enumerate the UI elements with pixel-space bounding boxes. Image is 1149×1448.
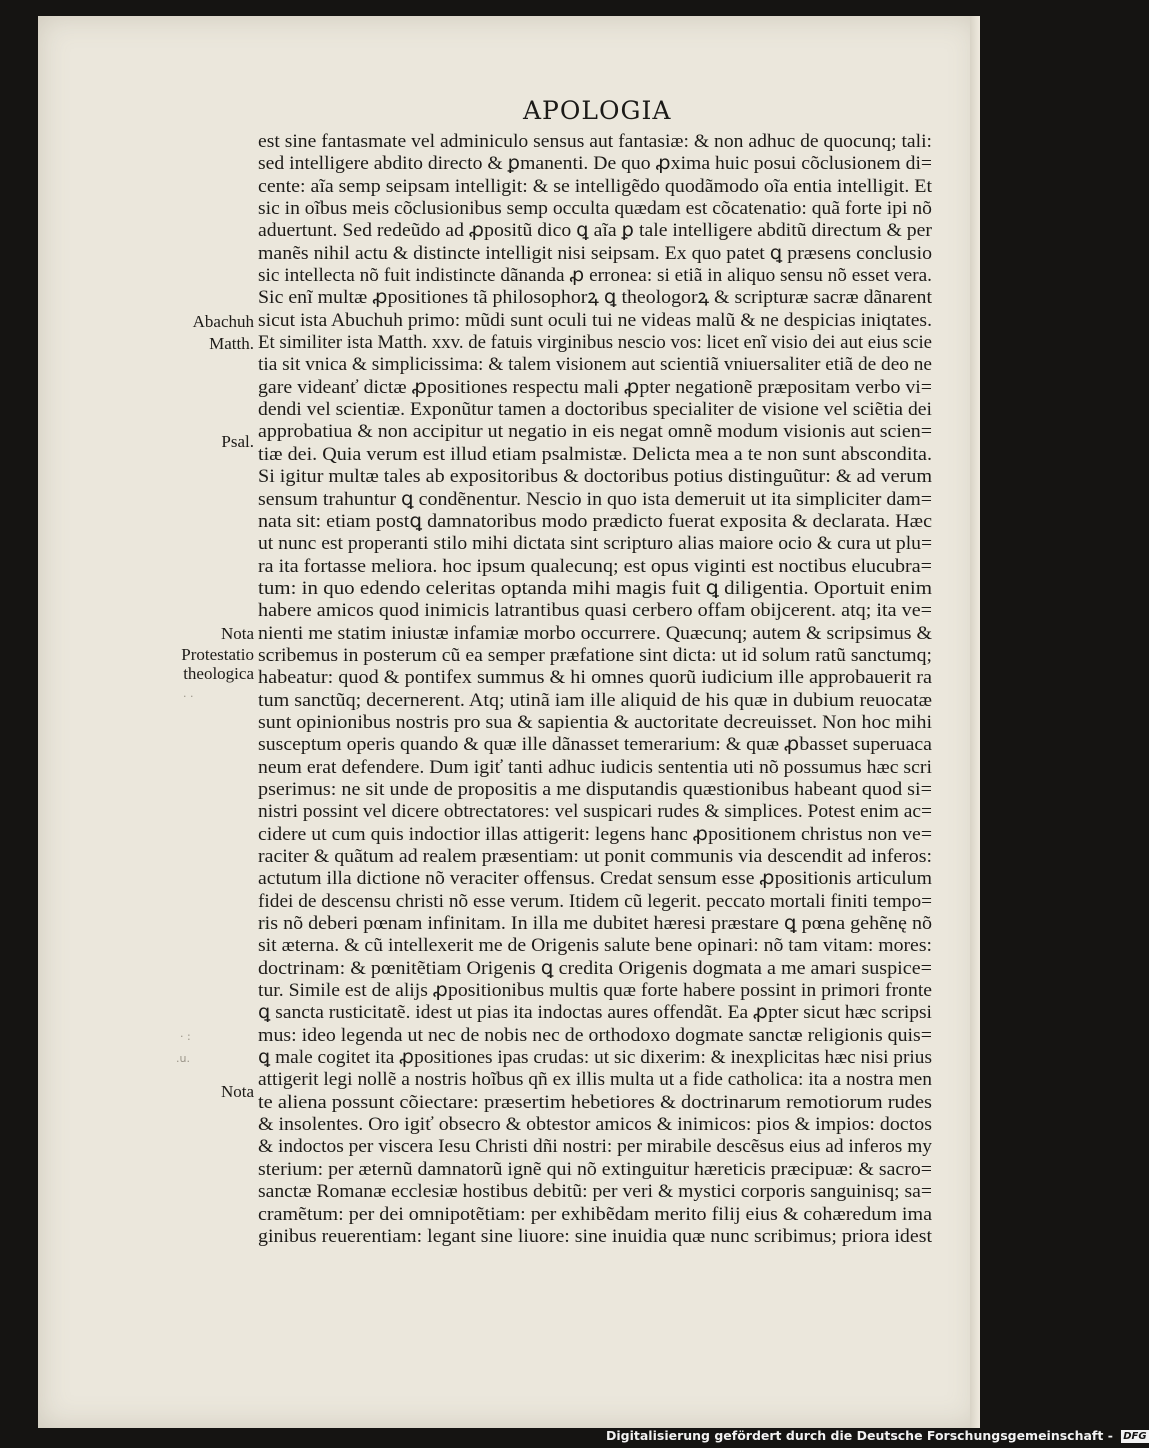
- text-line: sed intelligere abdito directo & ꝑmanenti. De quo ꝓxima huic posui cõclusionem di=: [258, 153, 933, 175]
- text-line: tia sit vnica & simplicissima: & talem visionem aut scientiã vniuersaliter etiã de deo ne: [258, 354, 933, 376]
- text-line: ꝗ sancta rusticitatẽ. idest ut pias ita indoctas aures offendãt. Ea ꝓpter sicut hæc scripsi: [258, 1002, 932, 1024]
- margin-note-nota-2: Nota: [220, 1082, 254, 1101]
- text-line: pserimus: ne sit unde de propositis a me disputandis quæstionibus habeant quod si=: [258, 778, 932, 800]
- text-line: sanctæ Romanæ ecclesiæ hostibus debitũ: per veri & mystici corporis sanguinisq; sa=: [258, 1181, 932, 1203]
- margin-note-protestatio: Protestatio: [181, 645, 254, 664]
- text-line: tiæ dei. Quia verum est illud etiam psalmistæ. Delicta mea a te non sunt abscondita.: [258, 443, 932, 465]
- credit-text: Digitalisierung gefördert durch die Deutsche Forschungsgemeinschaft -: [606, 1428, 1113, 1443]
- text-line: susceptum operis quando & quæ ille dãnasset temerarium: & quæ ꝓbasset superuaca: [258, 734, 932, 756]
- text-line: nistri possint vel dicere obtrectatores: vel suspicari rudes & simplices. Potest enim ac=: [258, 801, 933, 823]
- margin-note-nota: Nota: [220, 624, 254, 643]
- ink-speck: · ·: [183, 690, 194, 703]
- text-line: gare videanť dictæ ꝓpositiones respectu mali ꝓpter negationẽ præpositam verbo vi=: [258, 376, 933, 398]
- text-line: nata sit: etiam postꝗ damnatoribus modo prædicto fuerat exposita & declarata. Hæc: [258, 510, 932, 532]
- text-line: Et similiter ista Matth. xxv. de fatuis virginibus nescio vos: licet enĩ visio dei aut eius scie: [258, 332, 933, 354]
- text-line: scribemus in posterum cũ ea semper præfatione sint dicta: ut id solum ratũ sanctumq;: [258, 644, 933, 666]
- text-line: raciter & quãtum ad realem præsentiam: ut ponit communis via descendit ad inferos:: [258, 846, 932, 867]
- text-line: tum sanctũq; decernerent. Atq; utinã iam ille aliquid de his quæ in dubium reuocatæ: [258, 689, 932, 711]
- text-line: actutum illa dictione nõ veraciter offensus. Credat sensum esse ꝓpositionis articulum: [258, 868, 932, 890]
- text-line: mus: ideo legenda ut nec de nobis nec de orthodoxo dogmate sanctæ religionis quis=: [258, 1024, 932, 1046]
- text-line: sicut ista Abuchuh primo: mũdi sunt oculi tui ne videas malũ & ne despicias iniqtates.: [258, 309, 932, 331]
- text-line: Sic enĩ multæ ꝓpositiones tã philosophorꝝ ꝗ theologorꝝ & scripturæ sacræ dãnarent: [258, 287, 932, 309]
- ink-speck: · :: [180, 1030, 191, 1043]
- text-line: est sine fantasmate vel adminiculo sensus aut fantasiæ: & non adhuc de quocunq; tali:: [258, 131, 932, 152]
- text-line: Si igitur multæ tales ab expositoribus & doctoribus potius distinguũtur: & ad verum: [258, 466, 932, 488]
- margin-note-matth: Matth.: [209, 334, 254, 353]
- text-line: sunt opinionibus nostris pro sua & sapientia & auctoritate decreuisset. Non hoc mihi: [258, 711, 933, 733]
- text-line: tur. Simile est de alijs ꝓpositionibus multis quæ forte habere possint in primori fronte: [258, 980, 933, 1002]
- text-line: ginibus reuerentiam: legant sine liuore: sine inuidia quæ nunc scribimus; priora idest: [258, 1225, 933, 1247]
- text-line: sic in oĩbus meis cõclusionibus semp occulta quædam est cõcatenatio: quã forte ipi nõ: [258, 198, 932, 220]
- text-line: doctrinam: & pœnitẽtiam Origenis ꝗ credita Origenis dogmata a me amari suspice=: [258, 957, 932, 979]
- text-line: neum erat defendere. Dum igiť tanti adhuc iudicis sententia uti nõ possumus hæc scri: [258, 756, 932, 778]
- text-line: habeatur: quod & pontifex summus & hi omnes quorũ iudicium ille approbauerit ra: [258, 667, 933, 689]
- text-line: attigerit legi nollẽ a nostris hoĩbus qñ ex illis multa ut a fide catholica: ita a nostra men: [258, 1069, 932, 1091]
- leaf-edge: [970, 16, 980, 1428]
- text-line: sterium: per æternũ damnatorũ ignẽ qui nõ extinguitur hæreticis præcipuæ: & sacro=: [258, 1158, 932, 1180]
- text-line: fidei de descensu christi nõ esse verum. Itidem cũ legerit. peccato mortali finiti tempo=: [258, 890, 933, 912]
- text-line: manẽs nihil actu & distincte intelligit nisi seipsam. Ex quo patet ꝗ præsens conclusio: [258, 242, 933, 264]
- margin-note-psal: Psal.: [221, 432, 254, 451]
- text-line: te aliena possunt cõiectare: præsertim hebetiores & doctrinarum remotiorum rudes: [258, 1091, 933, 1113]
- dfg-logo: DFG: [1123, 1431, 1147, 1442]
- text-line: & indoctos per viscera Iesu Christi dñi nostri: per mirabile descẽsus eius ad inferos my: [258, 1136, 933, 1158]
- running-head: APOLOGIA: [523, 96, 672, 125]
- body-text: [258, 131, 932, 1248]
- text-line: aduertunt. Sed redeũdo ad ꝓpositũ dico ꝗ aĩa ꝑ tale intelligere abditũ directum & per: [258, 220, 932, 242]
- digitization-credit: [606, 1428, 1147, 1446]
- margin-note-abachuh: Abachuh: [192, 312, 254, 331]
- text-line: habere amicos quod inimicis latrantibus quasi cerbero offam obijcerent. atq; ita ve=: [258, 600, 933, 622]
- text-line: ris nõ deberi pœnam infinitam. In illa me dubitet hæresi præstare ꝗ pœna gehẽnę nõ: [258, 913, 933, 935]
- text-line: cente: aĩa semp seipsam intelligit: & se intelligẽdo quodãmodo oĩa entia intelligit. Et: [258, 175, 933, 197]
- text-line: ut nunc est properanti stilo mihi dictata sint scripturo alias maiore ocio & cura ut plu=: [258, 533, 933, 555]
- ink-speck: .u.: [176, 1052, 190, 1065]
- text-line: ra ita fortasse meliora. hoc ipsum qualecunq; est opus viginti est noctibus elucubra=: [258, 555, 932, 577]
- text-line: sensum trahuntur ꝗ condẽnentur. Nescio in quo ista demeruit ut ita simpliciter dam=: [258, 488, 932, 510]
- text-line: approbatiua & non accipitur ut negatio in eis negat omnẽ modum visionis aut scien=: [258, 421, 933, 443]
- text-line: dendi vel scientiæ. Exponũtur tamen a doctoribus specialiter de visione vel sciẽtia dei: [258, 399, 933, 421]
- text-line: sic intellecta nõ fuit indistincte dãnanda ꝓ erronea: si etiã in aliquo sensu nõ esset vera.: [258, 265, 932, 287]
- text-line: cramẽtum: per dei omnipotẽtiam: per exhibẽdam merito filij eius & cohæredum ima: [258, 1203, 932, 1225]
- text-line: & insolentes. Oro igiť obsecro & obtestor amicos & inimicos: pios & impios: doctos: [258, 1114, 932, 1136]
- text-line: nienti me statim iniustæ infamiæ morbo occurrere. Quæcunq; autem & scripsimus &: [258, 622, 933, 644]
- margin-note-theologica: theologica: [183, 664, 254, 683]
- text-line: tum: in quo edendo celeritas optanda mihi magis fuit ꝗ diligentia. Oportuit enim: [258, 577, 933, 599]
- text-line: sit æterna. & cũ intellexerit me de Origenis salute bene opinari: nõ tam vitam: mores:: [258, 935, 932, 957]
- text-line: ꝗ male cogitet ita ꝓpositiones ipas crudas: ut sic dixerim: & inexplicitas hæc nisi prius: [258, 1047, 932, 1069]
- text-line: cidere ut cum quis indoctior illas attigerit: legens hanc ꝓpositionem christus non ve=: [258, 823, 932, 845]
